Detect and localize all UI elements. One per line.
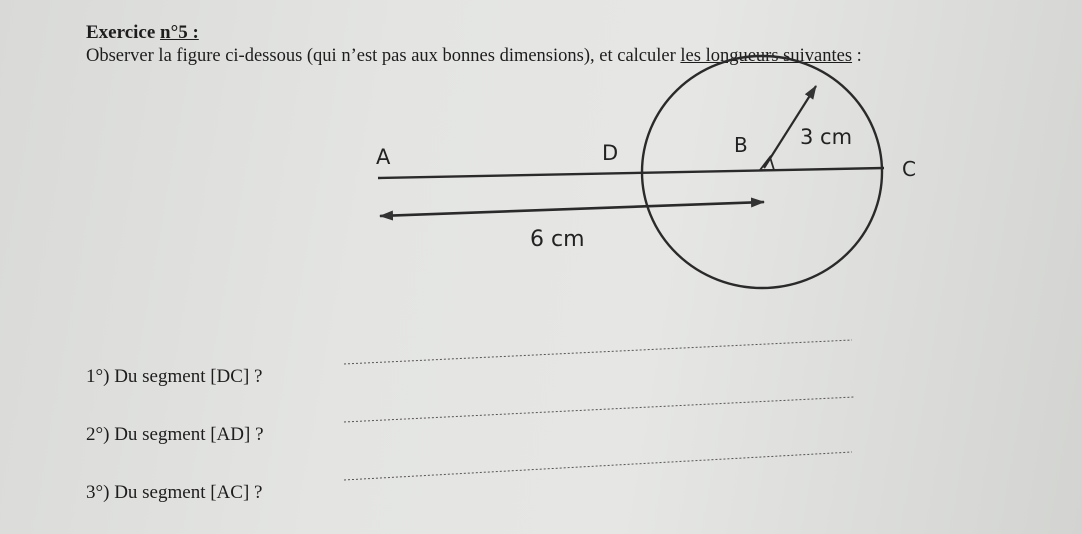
label-point-b: B xyxy=(734,133,748,157)
segment-ac-line xyxy=(378,168,884,178)
instruction-text: Observer la figure ci-dessous (qui n’est pas aux bonnes dimensions), et calculer xyxy=(86,46,681,66)
label-point-c: C xyxy=(902,157,916,181)
question-text: Du segment [AD] ? xyxy=(114,424,264,445)
label-radius: 3 cm xyxy=(800,125,853,149)
label-point-d: D xyxy=(602,141,619,165)
question-3 xyxy=(86,482,262,504)
segment-6cm-arrow xyxy=(380,202,764,216)
answer-line-2 xyxy=(344,397,854,422)
instruction-underlined: les longueurs suivantes xyxy=(680,46,853,66)
exercise-label: Exercice xyxy=(86,22,161,43)
question-text: Du segment [DC] ? xyxy=(114,366,263,387)
label-segment-length: 6 cm xyxy=(530,227,585,252)
question-1 xyxy=(86,366,262,388)
instruction-end: : xyxy=(852,46,862,66)
question-number: 3°) xyxy=(86,482,110,503)
answer-line-3 xyxy=(344,452,852,480)
answer-line-1 xyxy=(344,340,852,364)
question-number: 1°) xyxy=(86,366,110,387)
question-2 xyxy=(86,424,264,446)
question-number: 2°) xyxy=(86,424,110,445)
label-point-a: A xyxy=(376,145,391,169)
exercise-number: n°5 : xyxy=(160,22,199,43)
question-text: Du segment [AC] ? xyxy=(114,482,263,503)
